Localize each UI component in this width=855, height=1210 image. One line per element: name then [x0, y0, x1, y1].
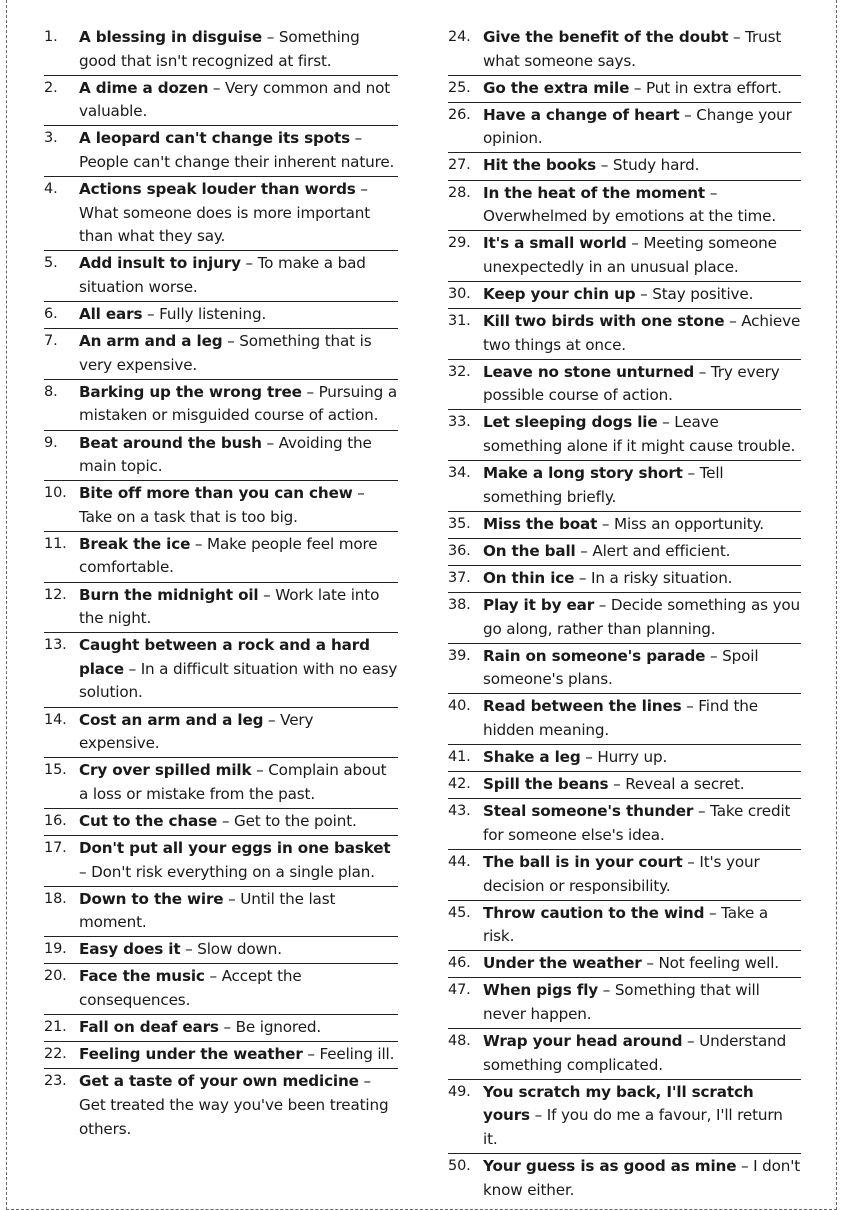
idiom-term: Don't put all your eggs in one basket	[79, 839, 391, 857]
item-number: 39.	[448, 647, 471, 664]
list-item	[44, 251, 398, 302]
idiom-definition: – Study hard.	[596, 156, 700, 175]
item-number: 34.	[448, 465, 471, 482]
list-item	[448, 76, 801, 103]
idiom-definition: – Slow down.	[180, 940, 282, 959]
idiom-term: Cost an arm and a leg	[79, 710, 264, 729]
list-item	[44, 708, 398, 759]
idiom-term: The ball is in your court	[483, 853, 683, 871]
idiom-definition: – Get treated the way you've been treating others.	[79, 1072, 389, 1138]
list-item	[448, 593, 801, 644]
idiom-term: A blessing in disguise	[79, 28, 263, 46]
idiom-term: Wrap your head around	[483, 1032, 683, 1051]
item-number: 37.	[448, 569, 471, 586]
idiom-term: Break the ice	[79, 534, 191, 553]
idiom-definition: – Make people feel more comfortable.	[79, 534, 378, 577]
item-number: 22.	[44, 1046, 67, 1063]
item-number: 42.	[448, 776, 471, 793]
idiom-term: Cry over spilled milk	[79, 761, 252, 780]
idiom-definition: – Miss an opportunity.	[597, 514, 764, 533]
idiom-definition: – Put in extra effort.	[629, 78, 782, 97]
idiom-term: Let sleeping dogs lie	[483, 413, 658, 432]
idiom-definition: – Don't risk everything on a single plan.	[79, 862, 375, 881]
item-number: 38.	[448, 597, 471, 614]
idiom-term: Easy does it	[79, 940, 181, 959]
idiom-term: In the heat of the moment	[483, 183, 706, 202]
item-number: 30.	[448, 285, 471, 302]
idiom-term: Read between the lines	[483, 697, 682, 716]
list-item	[448, 512, 801, 539]
idiom-term: Feeling under the weather	[79, 1045, 303, 1064]
item-number: 21.	[44, 1019, 67, 1036]
item-number: 1.	[44, 29, 58, 45]
idiom-definition: – Until the last moment.	[79, 889, 336, 932]
idiom-definition: – In a risky situation.	[574, 568, 733, 587]
idiom-term: Bite off more than you can chew	[79, 484, 353, 503]
item-number: 13.	[44, 637, 67, 654]
list-item	[448, 745, 801, 772]
idiom-term: Your guess is as good as mine	[483, 1157, 737, 1176]
list-item	[448, 181, 801, 232]
idiom-term: Leave no stone unturned	[483, 362, 695, 381]
idiom-definition: – Something that is very expensive.	[79, 332, 372, 374]
idiom-definition: – Tell something briefly.	[483, 464, 724, 506]
idiom-definition: – Complain about a loss or mistake from the past.	[79, 761, 387, 803]
item-number: 6.	[44, 306, 58, 323]
idiom-definition: – It's your decision or responsibility.	[483, 853, 760, 895]
idiom-definition: – Fully listening.	[142, 305, 267, 324]
idiom-term: Have a change of heart	[483, 105, 680, 124]
idiom-term: Kill two birds with one stone	[483, 312, 725, 331]
idiom-term: Steal someone's thunder	[483, 802, 694, 821]
idiom-definition: – Feeling ill.	[302, 1045, 395, 1064]
idiom-definition: – I don't know either.	[483, 1157, 801, 1199]
item-number: 46.	[448, 955, 471, 972]
list-item	[448, 153, 801, 180]
idiom-definition: – Alert and efficient.	[575, 541, 731, 560]
idiom-definition: – Take on a task that is too big.	[79, 484, 365, 526]
list-item	[448, 850, 801, 901]
list-item	[44, 431, 398, 482]
idiom-definition: – Leave something alone if it might cause trouble.	[483, 413, 796, 455]
idiom-definition: – Take credit for someone else's idea.	[483, 802, 791, 844]
item-number: 32.	[448, 363, 471, 380]
item-number: 27.	[448, 157, 471, 174]
idiom-definition: – In a difficult situation with no easy solution.	[79, 659, 398, 702]
list-item	[448, 772, 801, 799]
list-item	[448, 1080, 801, 1154]
idiom-list-left	[44, 25, 398, 1143]
list-item	[448, 1029, 801, 1080]
list-item	[448, 231, 801, 282]
list-item	[44, 836, 398, 887]
idiom-term: All ears	[79, 305, 143, 324]
item-number: 20.	[44, 968, 67, 985]
list-item	[448, 410, 801, 461]
idiom-term: On thin ice	[483, 568, 575, 587]
list-item	[44, 964, 398, 1015]
list-item	[44, 302, 398, 329]
idiom-term: Cut to the chase	[79, 811, 218, 830]
list-item	[448, 539, 801, 566]
item-number: 25.	[448, 79, 471, 96]
idiom-list-right	[448, 25, 801, 1204]
list-item	[448, 566, 801, 593]
idiom-definition: – People can't change their inherent nature.	[79, 129, 395, 171]
item-number: 7.	[44, 333, 58, 350]
item-number: 5.	[44, 255, 58, 272]
item-number: 12.	[44, 586, 67, 603]
idiom-definition: – Change your opinion.	[483, 105, 792, 148]
item-number: 43.	[448, 803, 471, 820]
item-number: 17.	[44, 840, 67, 856]
item-number: 11.	[44, 535, 67, 552]
item-number: 14.	[44, 711, 67, 728]
list-item	[448, 901, 801, 952]
idiom-definition: – Understand something complicated.	[483, 1032, 787, 1074]
list-item	[448, 282, 801, 309]
list-item	[44, 583, 398, 634]
idiom-definition: – Meeting someone unexpectedly in an unusual place.	[483, 234, 777, 276]
item-number: 50.	[448, 1158, 471, 1175]
item-number: 44.	[448, 854, 471, 870]
item-number: 47.	[448, 982, 471, 999]
item-number: 16.	[44, 812, 67, 829]
idiom-term: It's a small world	[483, 234, 627, 253]
idiom-definition: – Be ignored.	[218, 1018, 322, 1037]
idiom-term: An arm and a leg	[79, 332, 223, 351]
list-item	[448, 309, 801, 360]
list-item	[44, 937, 398, 964]
item-number: 9.	[44, 434, 58, 451]
idiom-definition: – Very common and not valuable.	[79, 78, 391, 121]
idiom-term: Add insult to injury	[79, 254, 241, 273]
list-item	[44, 481, 398, 532]
idiom-term: Shake a leg	[483, 748, 581, 767]
idiom-definition: – What someone does is more important than what they say.	[79, 180, 371, 246]
idiom-term: Give the benefit of the doubt	[483, 28, 729, 46]
list-item	[44, 809, 398, 836]
idiom-term: Play it by ear	[483, 596, 595, 615]
list-item	[448, 694, 801, 745]
list-item	[44, 532, 398, 583]
list-item	[448, 25, 801, 76]
idiom-term: Get a taste of your own medicine	[79, 1072, 359, 1091]
item-number: 40.	[448, 698, 471, 715]
item-number: 36.	[448, 542, 471, 559]
idiom-term: Miss the boat	[483, 514, 598, 533]
idiom-term: Go the extra mile	[483, 78, 630, 97]
item-number: 49.	[448, 1083, 471, 1100]
list-item	[448, 103, 801, 154]
item-number: 18.	[44, 890, 67, 907]
idiom-definition: – Something good that isn't recognized at first.	[79, 28, 360, 70]
idiom-term: Down to the wire	[79, 889, 224, 908]
idiom-definition: – To make a bad situation worse.	[79, 254, 366, 296]
list-item	[448, 978, 801, 1029]
idiom-definition: – Not feeling well.	[641, 954, 779, 973]
idiom-definition: – If you do me a favour, I'll return it.	[483, 1106, 783, 1149]
idiom-definition: – Very expensive.	[79, 710, 314, 753]
item-number: 23.	[44, 1073, 67, 1090]
idiom-definition: – Something that will never happen.	[483, 981, 760, 1024]
item-number: 45.	[448, 904, 471, 921]
idiom-term: Throw caution to the wind	[483, 903, 705, 922]
item-number: 48.	[448, 1033, 471, 1050]
idiom-definition: – Avoiding the main topic.	[79, 433, 372, 476]
idiom-definition: – Get to the point.	[217, 811, 357, 830]
item-number: 26.	[448, 106, 471, 123]
idiom-term: Under the weather	[483, 954, 642, 973]
item-number: 35.	[448, 515, 471, 532]
idiom-term: Fall on deaf ears	[79, 1018, 219, 1037]
idiom-term: Spill the beans	[483, 775, 609, 794]
idiom-definition: – Overwhelmed by emotions at the time.	[483, 183, 777, 226]
idiom-term: Rain on someone's parade	[483, 646, 706, 665]
idiom-definition: – Hurry up.	[580, 748, 668, 767]
list-item	[44, 1042, 398, 1069]
item-number: 4.	[44, 181, 58, 198]
idiom-definition: – Reveal a secret.	[608, 775, 745, 794]
idiom-term: Caught between a rock and a hard place	[79, 636, 370, 678]
idiom-definition: – Spoil someone's plans.	[483, 646, 759, 689]
list-item	[448, 360, 801, 411]
idiom-term: Face the music	[79, 967, 205, 986]
list-item	[44, 1015, 398, 1042]
idiom-definition: – Trust what someone says.	[483, 28, 782, 70]
idiom-definition: – Find the hidden meaning.	[483, 697, 758, 740]
list-item	[448, 644, 801, 695]
item-number: 15.	[44, 762, 67, 779]
idiom-definition: – Decide something as you go along, rather than planning.	[483, 596, 801, 638]
idiom-term: Barking up the wrong tree	[79, 382, 302, 401]
idiom-term: A leopard can't change its spots	[79, 129, 350, 148]
idiom-definition: – Accept the consequences.	[79, 967, 302, 1010]
idiom-term: Make a long story short	[483, 464, 683, 483]
idiom-definition: – Try every possible course of action.	[483, 362, 780, 405]
idiom-term: Burn the midnight oil	[79, 585, 259, 604]
item-number: 33.	[448, 414, 471, 431]
list-item	[44, 177, 398, 251]
idiom-definition: – Achieve two things at once.	[483, 312, 801, 354]
idiom-definition: – Pursuing a mistaken or misguided course of action.	[79, 382, 397, 425]
item-number: 2.	[44, 79, 58, 96]
list-item	[448, 799, 801, 850]
idiom-definition: – Work late into the night.	[79, 585, 380, 628]
item-number: 29.	[448, 235, 471, 252]
item-number: 41.	[448, 749, 471, 766]
list-item	[44, 329, 398, 380]
item-number: 24.	[448, 29, 471, 45]
list-item	[448, 1154, 801, 1204]
list-item	[44, 380, 398, 431]
list-item	[44, 76, 398, 127]
list-item	[448, 951, 801, 978]
idiom-term: You scratch my back, I'll scratch yours	[483, 1082, 754, 1125]
idiom-term: On the ball	[483, 541, 576, 560]
idiom-definition: – Stay positive.	[635, 284, 754, 303]
idiom-term: When pigs fly	[483, 981, 599, 1000]
list-item	[44, 633, 398, 707]
list-item	[44, 887, 398, 938]
idiom-term: Keep your chin up	[483, 284, 636, 303]
idiom-term: Hit the books	[483, 156, 597, 175]
list-item	[44, 758, 398, 809]
list-item	[44, 126, 398, 177]
idiom-term: Beat around the bush	[79, 433, 262, 452]
list-item	[44, 1069, 398, 1142]
item-number: 8.	[44, 383, 58, 400]
item-number: 31.	[448, 313, 471, 330]
idiom-term: A dime a dozen	[79, 78, 209, 97]
list-item	[448, 461, 801, 512]
item-number: 19.	[44, 941, 67, 958]
item-number: 3.	[44, 130, 58, 147]
list-item	[44, 25, 398, 76]
idiom-definition: – Take a risk.	[483, 903, 768, 946]
item-number: 28.	[448, 184, 471, 201]
idiom-term: Actions speak louder than words	[79, 180, 356, 199]
item-number: 10.	[44, 485, 67, 502]
